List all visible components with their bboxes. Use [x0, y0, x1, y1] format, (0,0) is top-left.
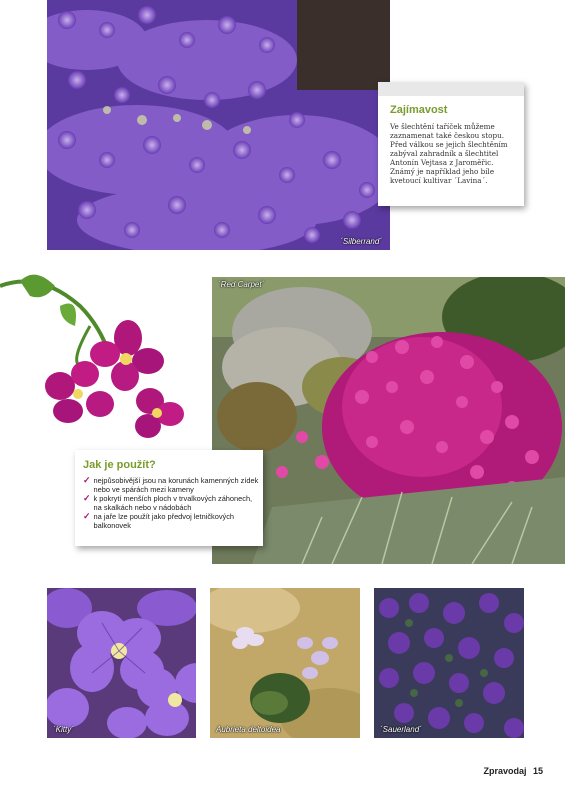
bottom-photo-caption: ´Sauerland´ — [380, 725, 422, 734]
howto-card — [75, 450, 263, 546]
bottom-photo-aubrieta — [210, 588, 360, 738]
bottom-photo-caption: Aubrieta deltoidea — [216, 725, 281, 734]
publication-name: Zpravodaj — [483, 766, 527, 776]
info-card-text: Ve šlechtění taříček můžeme zaznamenat také českou stopu. Před válkou se jejich šlechtěním zabýval zahradník a šlechtitel Antonín Vejtasa z Jaroměřic. Známý je například jeho bíle kvetoucí kultivar ´Lavina´. — [390, 122, 508, 185]
top-photo-caption: ´Silberrand´ — [340, 237, 382, 246]
howto-title: Jak je použít? — [83, 459, 156, 471]
middle-photo-caption: ´Red Carpet´ — [218, 280, 265, 289]
top-photo — [47, 0, 390, 250]
bottom-photo-kitty — [47, 588, 196, 738]
flower-cutout — [0, 266, 200, 441]
bottom-photo-sauerland — [374, 588, 524, 738]
check-icon: ✓ — [83, 493, 91, 503]
page-number: 15 — [532, 766, 543, 776]
page-footer — [483, 766, 543, 776]
info-card-header-band — [378, 82, 524, 96]
check-icon: ✓ — [83, 511, 91, 521]
info-card-title: Zajímavost — [390, 104, 448, 116]
info-card — [378, 82, 524, 206]
howto-item: ✓ k pokrytí menších ploch v trvalkových záhonech, na skalkách nebo v nádobách — [83, 493, 253, 512]
bottom-photo-caption: ´Kitty´ — [53, 725, 74, 734]
howto-item: ✓ nejpůsobivější jsou na korunách kamenných zídek nebo ve spárách mezi kameny — [83, 475, 259, 494]
check-icon: ✓ — [83, 475, 91, 485]
howto-list — [83, 476, 259, 530]
flower-1 — [90, 320, 164, 391]
middle-photo — [212, 277, 565, 564]
howto-item: ✓ na jaře lze použít jako předvoj letničkových balkonovek — [83, 511, 235, 530]
